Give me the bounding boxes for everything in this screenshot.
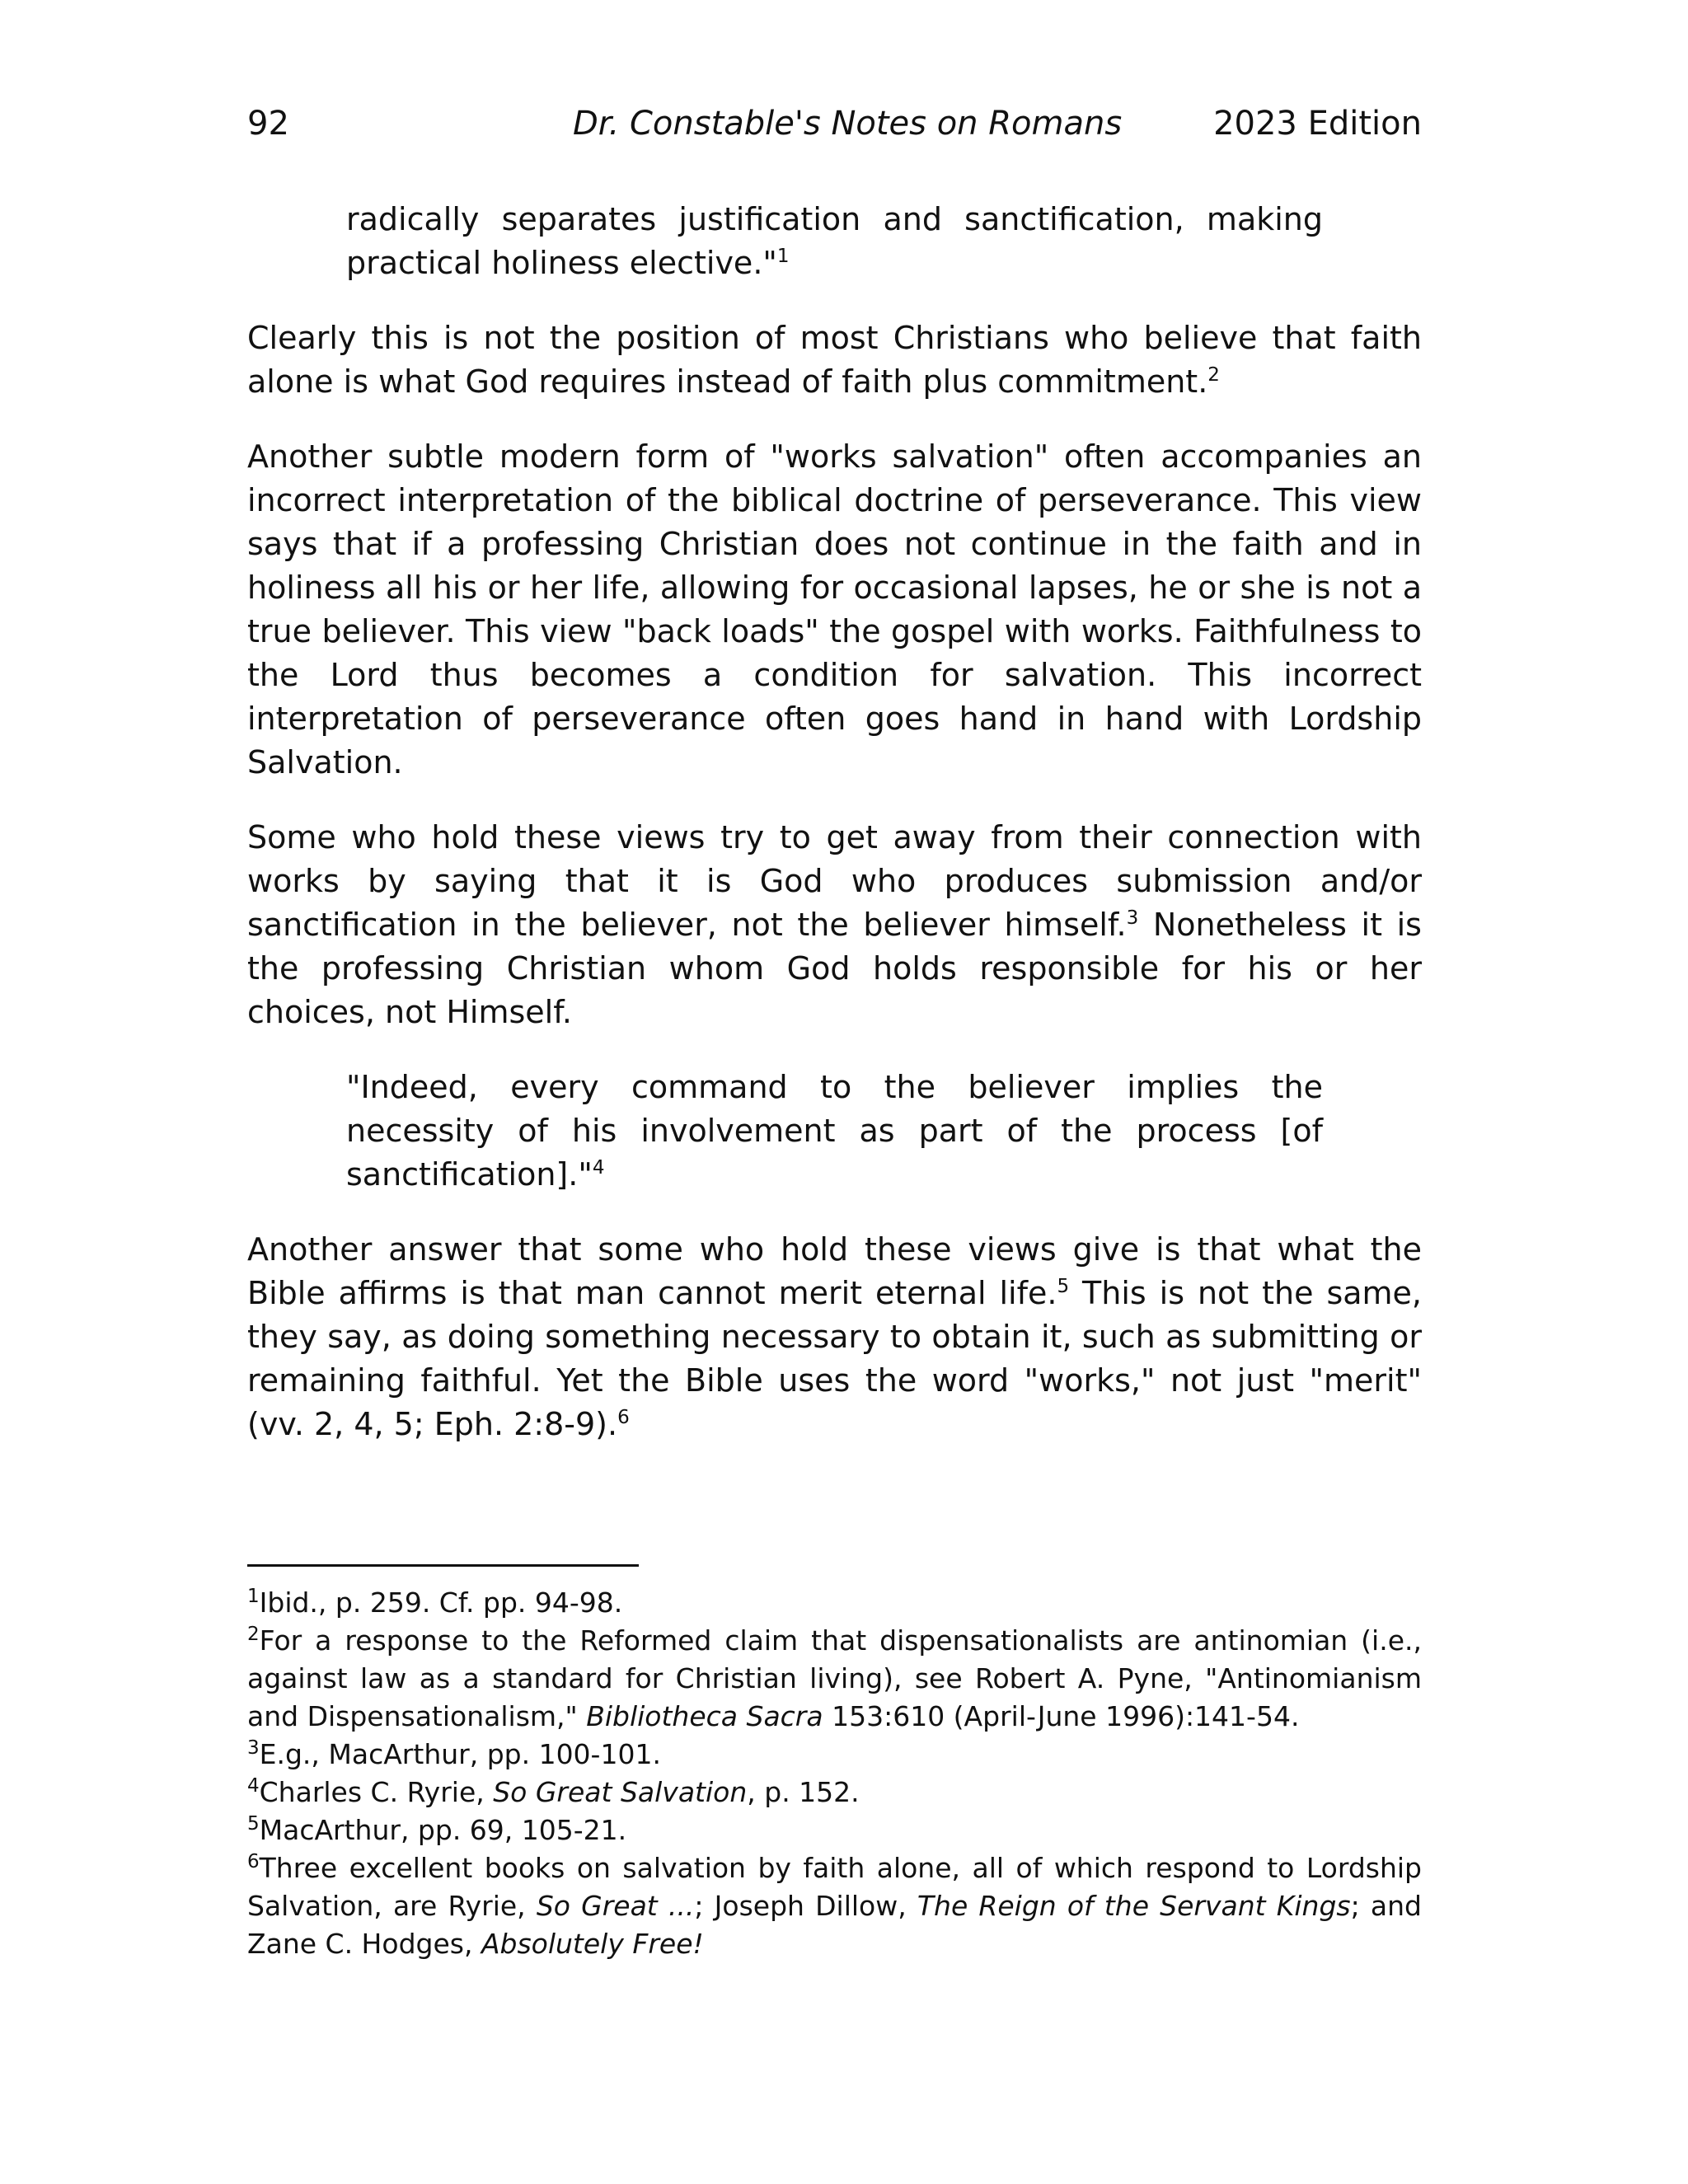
quote-text: "Indeed, every command to the believer implies the necessity of his involvement as part of the process [of sanctification]." — [346, 1069, 1323, 1193]
footnote-number: 3 — [247, 1737, 260, 1759]
footnote-text: ; and Zane C. Hodges, — [247, 1890, 1422, 1960]
footnote-text: Ibid., p. 259. Cf. pp. 94-98. — [259, 1586, 623, 1619]
paragraph-text: Clearly this is not the position of most Christians who believe that faith alone is what God requires instead of faith plus commitment. — [247, 320, 1422, 400]
footnote-ref: 6 — [617, 1407, 630, 1428]
body-text — [247, 198, 1422, 1478]
footnote-ref: 1 — [776, 246, 790, 267]
page-header — [247, 101, 1422, 147]
footnote-text: For a response to the Reformed claim that dispensationalists are antinomian (i.e., against law as a standard for Christian living), see Robert A. Pyne, "Antinomianism and Dispensationalism," — [247, 1624, 1422, 1732]
footnote-number: 1 — [247, 1586, 260, 1607]
footnote-text: Charles C. Ryrie, — [259, 1776, 494, 1808]
paragraph — [247, 816, 1422, 1034]
footnote-number: 2 — [247, 1624, 260, 1645]
footnotes — [247, 1584, 1422, 1963]
footnote-text: MacArthur, pp. 69, 105-21. — [259, 1814, 627, 1846]
footnote-text: ; Joseph Dillow, — [694, 1890, 917, 1922]
page-number: 92 — [247, 105, 289, 143]
paragraph-text: Nonetheless it is the professing Christian whom God holds responsible for his or her choices, not Himself. — [247, 907, 1422, 1030]
footnote-ref: 2 — [1207, 364, 1220, 386]
paragraph — [247, 435, 1422, 785]
footnote-text: 153:610 (April-June 1996):141-54. — [823, 1700, 1300, 1732]
citation-title: So Great ... — [536, 1890, 695, 1922]
citation-title: Absolutely Free! — [481, 1928, 704, 1960]
citation-title: So Great Salvation — [493, 1776, 748, 1808]
footnote-text: Three excellent books on salvation by faith alone, all of which respond to Lordship Salvation, are Ryrie, — [247, 1852, 1422, 1922]
paragraph-text: Another subtle modern form of "works salvation" often accompanies an incorrect interpretation of the biblical doctrine of perseverance. This view says that if a professing Christian does not continue in the faith and in holiness all his or her life, allowing for occasional lapses, he or she is not a true believer. This view "back loads" the gospel with works. Faithfulness to the Lord thus becomes a condition for salvation. This incorrect interpretation of perseverance often goes hand in hand with Lordship Salvation. — [247, 438, 1422, 780]
footnote-number: 5 — [247, 1813, 260, 1835]
footnote — [247, 1849, 1422, 1963]
footnote-number: 6 — [247, 1851, 260, 1872]
paragraph-text: This is not the same, they say, as doing something necessary to obtain it, such as submitting or remaining faithful. Yet the Bible uses the word "works," not just "merit" (vv. 2, 4, 5; Eph. 2:8-9). — [247, 1275, 1423, 1442]
footnote — [247, 1774, 1422, 1811]
footnote-divider — [247, 1564, 639, 1567]
footnote — [247, 1584, 1422, 1622]
paragraph-text: Some who hold these views try to get away from their connection with works by saying that it is God who produces submission and/or sanctification in the believer, not the believer himself. — [247, 819, 1422, 943]
block-quote — [346, 198, 1323, 285]
running-title: Dr. Constable's Notes on Romans — [573, 105, 1123, 143]
edition-label: 2023 Edition — [1213, 105, 1422, 143]
footnote — [247, 1622, 1422, 1736]
block-quote — [346, 1066, 1323, 1197]
footnote-text: , p. 152. — [747, 1776, 860, 1808]
document-page — [247, 0, 1422, 2184]
footnote-text: E.g., MacArthur, pp. 100-101. — [259, 1738, 661, 1770]
footnote-ref: 3 — [1126, 907, 1139, 929]
quote-text: radically separates justification and sanctification, making practical holiness elective." — [346, 201, 1323, 281]
paragraph — [247, 316, 1422, 404]
paragraph-text: Another answer that some who hold these views give is that what the Bible affirms is that man cannot merit eternal life. — [247, 1231, 1422, 1311]
footnote-ref: 4 — [592, 1157, 605, 1179]
footnote — [247, 1811, 1422, 1849]
footnote — [247, 1736, 1422, 1774]
footnote-ref: 5 — [1057, 1276, 1070, 1297]
footnote-number: 4 — [247, 1775, 260, 1797]
citation-title: Bibliotheca Sacra — [586, 1700, 823, 1732]
paragraph — [247, 1228, 1422, 1446]
citation-title: The Reign of the Servant Kings — [917, 1890, 1351, 1922]
